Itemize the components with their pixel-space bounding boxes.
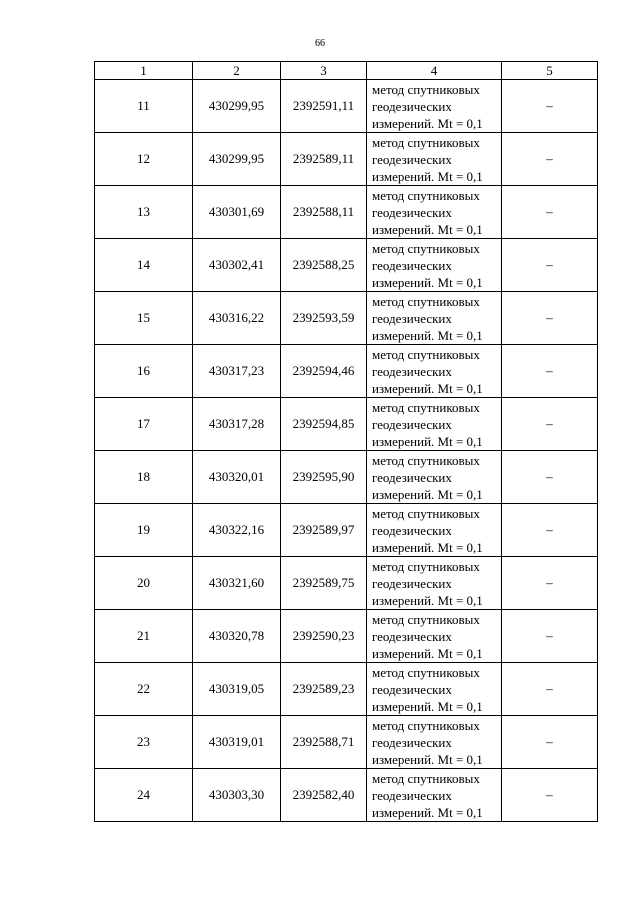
point-number-cell: 22 (95, 663, 193, 716)
note-cell: – (502, 186, 598, 239)
method-cell (367, 663, 502, 716)
y-coordinate-cell: 2392589,97 (281, 504, 367, 557)
point-number-cell: 16 (95, 345, 193, 398)
method-cell (367, 451, 502, 504)
x-coordinate-cell: 430320,01 (193, 451, 281, 504)
y-coordinate-cell: 2392589,11 (281, 133, 367, 186)
y-coordinate-cell: 2392582,40 (281, 769, 367, 822)
note-cell: – (502, 769, 598, 822)
x-coordinate-cell: 430316,22 (193, 292, 281, 345)
point-number-cell: 18 (95, 451, 193, 504)
x-coordinate-cell: 430320,78 (193, 610, 281, 663)
table-row (95, 133, 598, 186)
point-number-cell: 14 (95, 239, 193, 292)
method-text: метод спутниковых геодезических измерений. Mt = 0,1 (372, 399, 483, 449)
table-header-row (95, 62, 598, 80)
x-coordinate-cell: 430319,05 (193, 663, 281, 716)
method-cell (367, 610, 502, 663)
point-number-cell: 12 (95, 133, 193, 186)
method-text: метод спутниковых геодезических измерений. Mt = 0,1 (372, 240, 483, 290)
y-coordinate-cell: 2392588,71 (281, 716, 367, 769)
y-coordinate-cell: 2392588,11 (281, 186, 367, 239)
column-header: 3 (281, 62, 367, 80)
note-cell: – (502, 239, 598, 292)
method-text: метод спутниковых геодезических измерений. Mt = 0,1 (372, 81, 483, 131)
method-text: метод спутниковых геодезических измерений. Mt = 0,1 (372, 346, 483, 396)
table-row (95, 557, 598, 610)
x-coordinate-cell: 430317,23 (193, 345, 281, 398)
note-cell: – (502, 557, 598, 610)
y-coordinate-cell: 2392591,11 (281, 80, 367, 133)
y-coordinate-cell: 2392590,23 (281, 610, 367, 663)
note-cell: – (502, 398, 598, 451)
table-row (95, 186, 598, 239)
y-coordinate-cell: 2392595,90 (281, 451, 367, 504)
method-text: метод спутниковых геодезических измерений. Mt = 0,1 (372, 134, 483, 184)
table-row (95, 451, 598, 504)
table-row (95, 80, 598, 133)
method-text: метод спутниковых геодезических измерений. Mt = 0,1 (372, 558, 483, 608)
coordinates-table (94, 61, 598, 822)
note-cell: – (502, 80, 598, 133)
method-cell (367, 80, 502, 133)
note-cell: – (502, 504, 598, 557)
x-coordinate-cell: 430301,69 (193, 186, 281, 239)
method-cell (367, 345, 502, 398)
point-number-cell: 24 (95, 769, 193, 822)
x-coordinate-cell: 430322,16 (193, 504, 281, 557)
column-header: 5 (502, 62, 598, 80)
table-row (95, 398, 598, 451)
method-text: метод спутниковых геодезических измерений. Mt = 0,1 (372, 664, 483, 714)
note-cell: – (502, 610, 598, 663)
point-number-cell: 19 (95, 504, 193, 557)
y-coordinate-cell: 2392594,85 (281, 398, 367, 451)
table-row (95, 769, 598, 822)
point-number-cell: 17 (95, 398, 193, 451)
point-number-cell: 13 (95, 186, 193, 239)
method-cell (367, 133, 502, 186)
y-coordinate-cell: 2392589,75 (281, 557, 367, 610)
x-coordinate-cell: 430299,95 (193, 80, 281, 133)
y-coordinate-cell: 2392594,46 (281, 345, 367, 398)
method-cell (367, 504, 502, 557)
column-header: 4 (367, 62, 502, 80)
point-number-cell: 15 (95, 292, 193, 345)
x-coordinate-cell: 430317,28 (193, 398, 281, 451)
method-text: метод спутниковых геодезических измерений. Mt = 0,1 (372, 293, 483, 343)
method-cell (367, 186, 502, 239)
method-text: метод спутниковых геодезических измерений. Mt = 0,1 (372, 717, 483, 767)
method-cell (367, 769, 502, 822)
table-row (95, 610, 598, 663)
method-cell (367, 292, 502, 345)
table-row (95, 292, 598, 345)
y-coordinate-cell: 2392593,59 (281, 292, 367, 345)
table-row (95, 716, 598, 769)
note-cell: – (502, 292, 598, 345)
method-text: метод спутниковых геодезических измерений. Mt = 0,1 (372, 187, 483, 237)
x-coordinate-cell: 430302,41 (193, 239, 281, 292)
y-coordinate-cell: 2392588,25 (281, 239, 367, 292)
table-row (95, 504, 598, 557)
method-text: метод спутниковых геодезических измерений. Mt = 0,1 (372, 505, 483, 555)
table-row (95, 239, 598, 292)
method-cell (367, 716, 502, 769)
point-number-cell: 21 (95, 610, 193, 663)
note-cell: – (502, 451, 598, 504)
table-row (95, 345, 598, 398)
point-number-cell: 20 (95, 557, 193, 610)
method-cell (367, 239, 502, 292)
page-number: 66 (315, 38, 325, 49)
method-cell (367, 557, 502, 610)
table-row (95, 663, 598, 716)
note-cell: – (502, 716, 598, 769)
method-text: метод спутниковых геодезических измерений. Mt = 0,1 (372, 452, 483, 502)
note-cell: – (502, 133, 598, 186)
table-body (95, 80, 598, 822)
x-coordinate-cell: 430299,95 (193, 133, 281, 186)
x-coordinate-cell: 430319,01 (193, 716, 281, 769)
column-header: 2 (193, 62, 281, 80)
y-coordinate-cell: 2392589,23 (281, 663, 367, 716)
point-number-cell: 11 (95, 80, 193, 133)
note-cell: – (502, 663, 598, 716)
column-header: 1 (95, 62, 193, 80)
point-number-cell: 23 (95, 716, 193, 769)
method-text: метод спутниковых геодезических измерений. Mt = 0,1 (372, 770, 483, 820)
x-coordinate-cell: 430303,30 (193, 769, 281, 822)
x-coordinate-cell: 430321,60 (193, 557, 281, 610)
note-cell: – (502, 345, 598, 398)
method-text: метод спутниковых геодезических измерений. Mt = 0,1 (372, 611, 483, 661)
method-cell (367, 398, 502, 451)
